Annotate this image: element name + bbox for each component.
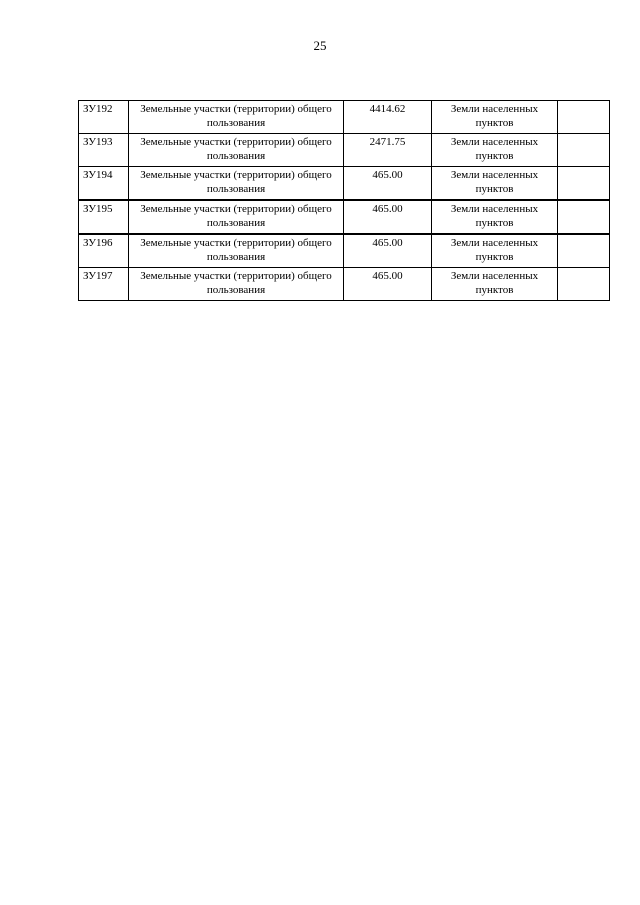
table-row [79, 101, 610, 134]
table-row [79, 200, 610, 234]
land-category-cell: Земли населенных пунктов [432, 234, 558, 268]
plot-area-cell: 465.00 [344, 200, 432, 234]
plot-id-cell: ЗУ192 [79, 101, 129, 134]
land-category-cell: Земли населенных пунктов [432, 101, 558, 134]
page-number: 25 [313, 38, 327, 53]
plot-area-cell: 2471.75 [344, 134, 432, 167]
plot-use-cell: Земельные участки (территории) общего пользования [129, 134, 344, 167]
plot-id-cell: ЗУ196 [79, 234, 129, 268]
plot-use-cell: Земельные участки (территории) общего пользования [129, 101, 344, 134]
plot-area-cell: 465.00 [344, 268, 432, 301]
note-cell [558, 234, 610, 268]
note-cell [558, 167, 610, 201]
plot-id-cell: ЗУ197 [79, 268, 129, 301]
land-category-cell: Земли населенных пунктов [432, 167, 558, 201]
note-cell [558, 268, 610, 301]
land-category-cell: Земли населенных пунктов [432, 200, 558, 234]
note-cell [558, 134, 610, 167]
plot-use-cell: Земельные участки (территории) общего пользования [129, 200, 344, 234]
table-row [79, 234, 610, 268]
table-row [79, 134, 610, 167]
plot-use-cell: Земельные участки (территории) общего пользования [129, 268, 344, 301]
table-row [79, 167, 610, 201]
land-plots-table [78, 100, 610, 301]
plot-id-cell: ЗУ195 [79, 200, 129, 234]
land-category-cell: Земли населенных пунктов [432, 134, 558, 167]
plot-use-cell: Земельные участки (территории) общего пользования [129, 167, 344, 201]
note-cell [558, 200, 610, 234]
land-category-cell: Земли населенных пунктов [432, 268, 558, 301]
plot-id-cell: ЗУ193 [79, 134, 129, 167]
plot-use-cell: Земельные участки (территории) общего пользования [129, 234, 344, 268]
plot-area-cell: 465.00 [344, 234, 432, 268]
note-cell [558, 101, 610, 134]
plot-area-cell: 4414.62 [344, 101, 432, 134]
plot-area-cell: 465.00 [344, 167, 432, 201]
table-row [79, 268, 610, 301]
plot-id-cell: ЗУ194 [79, 167, 129, 201]
